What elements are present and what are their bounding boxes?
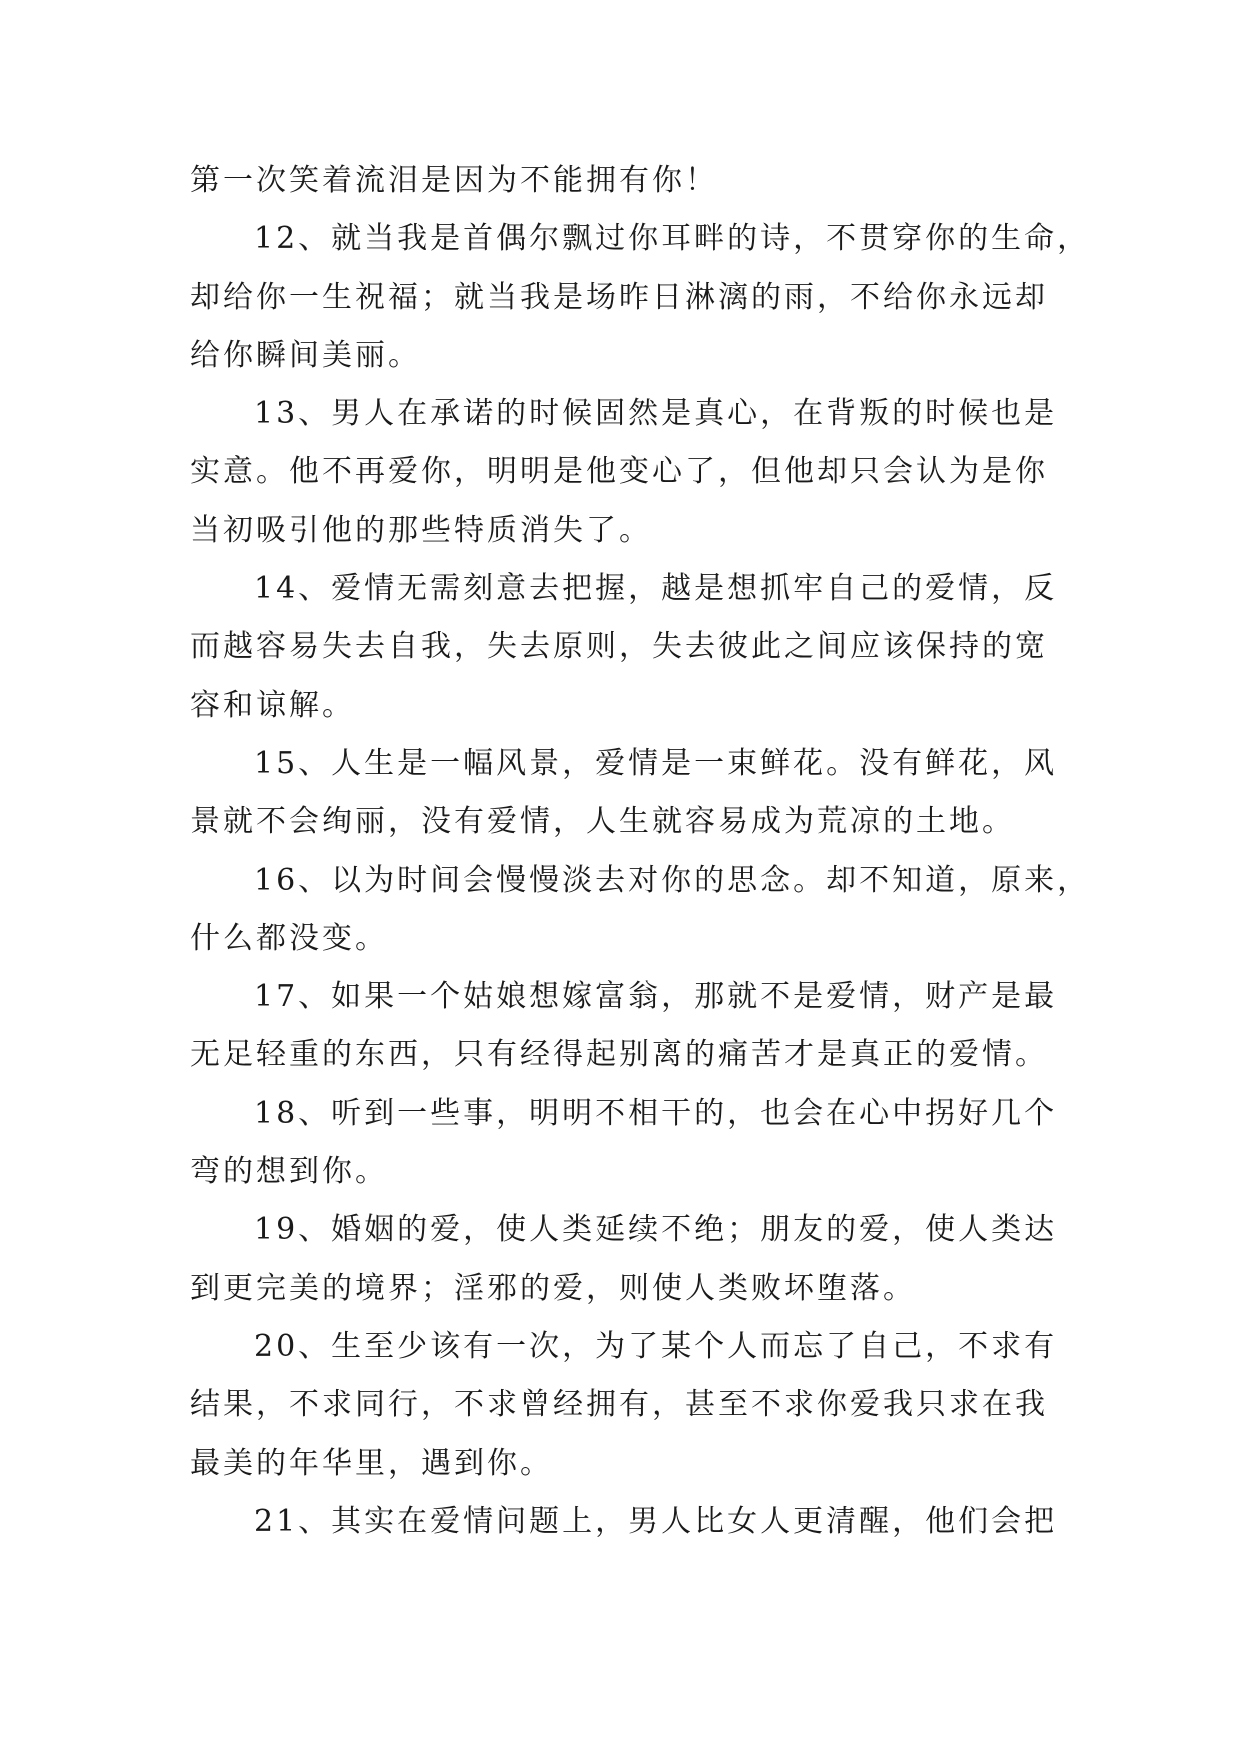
text-line: 给你瞬间美丽。 [190,337,421,373]
text-line: 最美的年华里，遇到你。 [190,1445,553,1481]
paragraph-18-line-1: 18、听到一些事，明明不相干的，也会在心中拐好几个 [254,1095,1058,1131]
text-line: 当初吸引他的那些特质消失了。 [190,512,652,548]
paragraph-14-line-1: 14、爱情无需刻意去把握，越是想抓牢自己的爱情，反 [254,571,1058,607]
paragraph-20-line-1: 20、生至少该有一次，为了某个人而忘了自己，不求有 [254,1328,1058,1364]
paragraph-16-line-1: 16、以为时间会慢慢淡去对你的思念。却不知道，原来， [254,862,1091,898]
text-line: 结果，不求同行，不求曾经拥有，甚至不求你爱我只求在我 [190,1387,1048,1423]
text-line: 而越容易失去自我，失去原则，失去彼此之间应该保持的宽 [190,629,1048,665]
text-line: 什么都没变。 [190,920,388,956]
text-line: 却给你一生祝福；就当我是场昨日淋漓的雨，不给你永远却 [190,279,1048,315]
paragraph-13-line-1: 13、男人在承诺的时候固然是真心，在背叛的时候也是 [254,396,1058,432]
text-line: 弯的想到你。 [190,1154,388,1190]
paragraph-19-line-1: 19、婚姻的爱，使人类延续不绝；朋友的爱，使人类达 [254,1212,1058,1248]
text-line: 到更完美的境界；淫邪的爱，则使人类败坏堕落。 [190,1270,916,1306]
text-line: 实意。他不再爱你，明明是他变心了，但他却只会认为是你 [190,454,1048,490]
text-line: 无足轻重的东西，只有经得起别离的痛苦才是真正的爱情。 [190,1037,1048,1073]
text-line: 景就不会绚丽，没有爱情，人生就容易成为荒凉的土地。 [190,804,1015,840]
paragraph-21-line-1: 21、其实在爱情问题上，男人比女人更清醒，他们会把 [254,1503,1058,1539]
text-line: 第一次笑着流泪是因为不能拥有你！ [190,163,718,198]
paragraph-17-line-1: 17、如果一个姑娘想嫁富翁，那就不是爱情，财产是最 [254,979,1058,1015]
paragraph-12-line-1: 12、就当我是首偶尔飘过你耳畔的诗，不贯穿你的生命， [254,221,1091,257]
body-text [190,152,1091,1551]
text-line: 容和谅解。 [190,687,355,723]
paragraph-15-line-1: 15、人生是一幅风景，爱情是一束鲜花。没有鲜花，风 [254,745,1058,781]
